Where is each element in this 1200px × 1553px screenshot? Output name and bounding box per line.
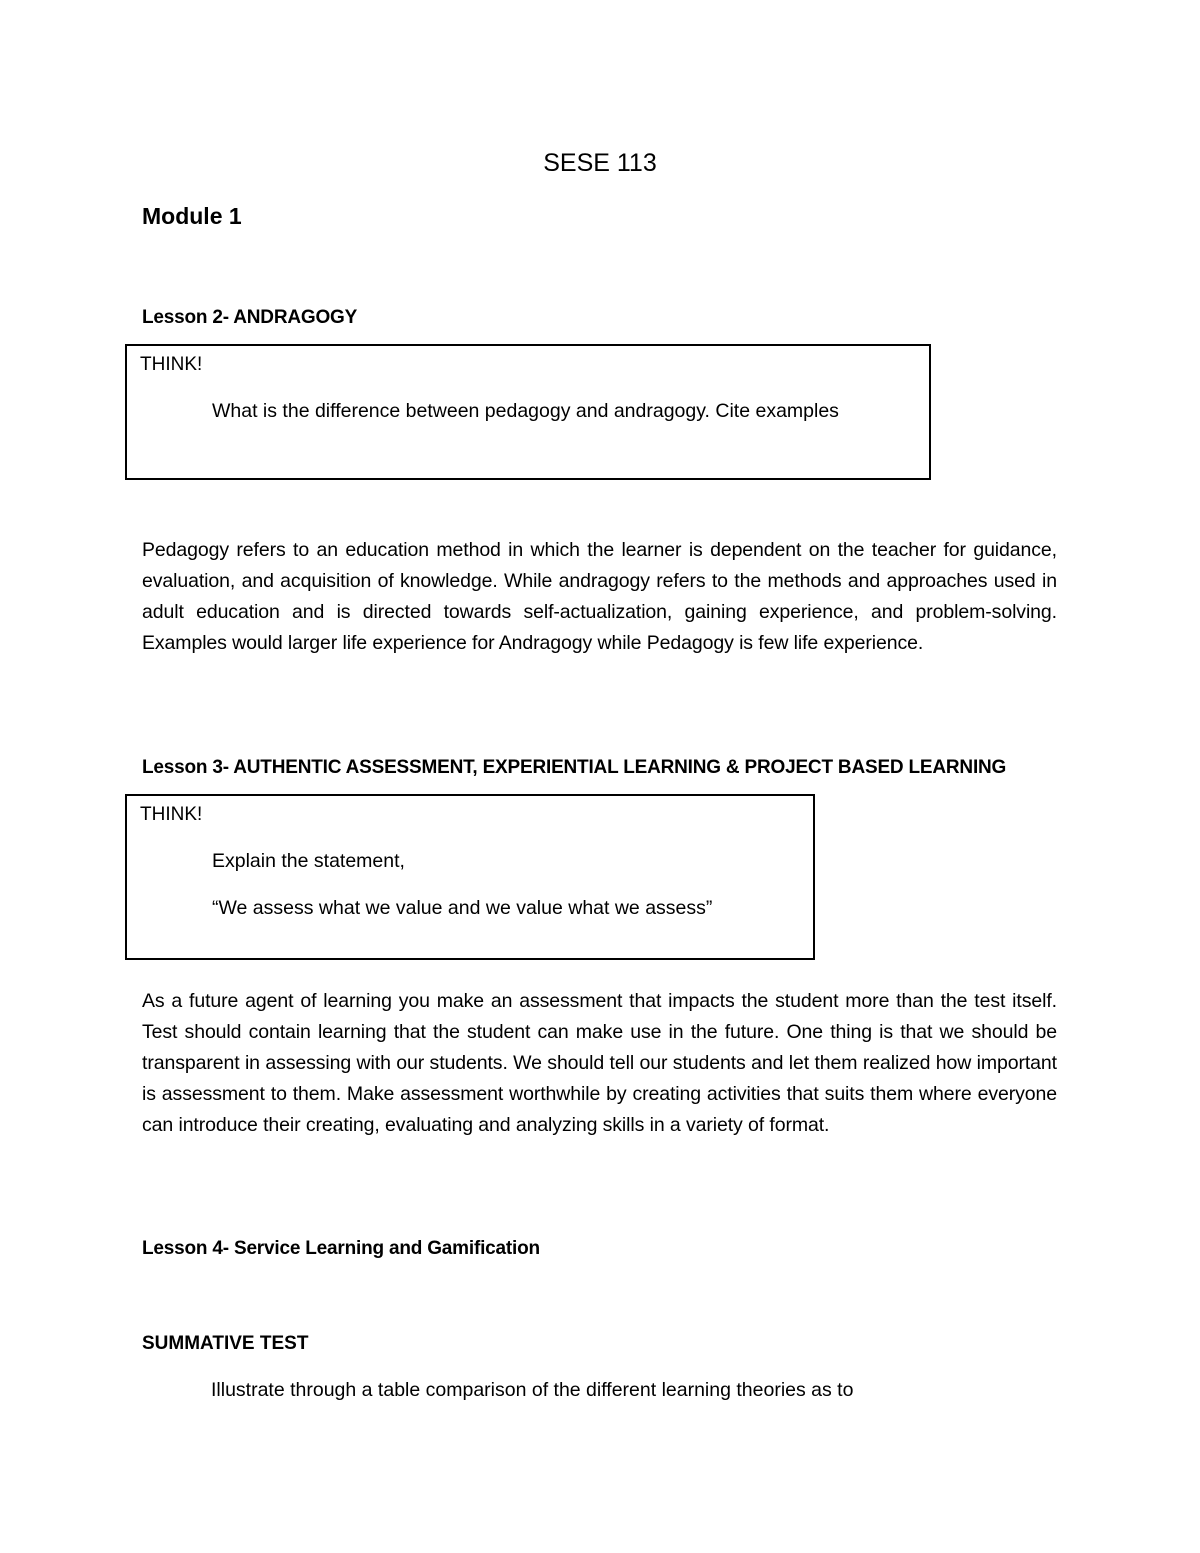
lesson-4-heading: Lesson 4- Service Learning and Gamification [142,1238,540,1259]
summative-test-instruction: Illustrate through a table comparison of the different learning theories as to [211,1379,854,1401]
lesson-2-heading: Lesson 2- ANDRAGOGY [142,307,358,328]
think-prompt-quote: “We assess what we value and we value what we assess” [212,897,713,919]
think-prompt-line-1: Explain the statement, [212,850,405,872]
think-label: THINK! [140,804,203,825]
lesson-3-think-box [125,794,815,960]
lesson-2-think-box [125,344,931,480]
module-heading: Module 1 [142,203,242,229]
lesson-2-answer: Pedagogy refers to an education method in which the learner is dependent on the teacher for guidance, evaluation, and acquisition of knowledge. While andragogy refers to the methods and approaches used in adult education and is directed towards self-actualization, gaining experience, and problem-solving. Examples would larger life experience for Andragogy while Pedagogy is few life experience. [142,539,1057,654]
lesson-3-heading: Lesson 3- AUTHENTIC ASSESSMENT, EXPERIENTIAL LEARNING & PROJECT BASED LEARNING [142,757,1007,778]
think-prompt: What is the difference between pedagogy and andragogy. Cite examples [212,400,839,422]
document-title: SESE 113 [543,149,657,177]
summative-test-heading: SUMMATIVE TEST [142,1333,309,1354]
lesson-3-answer: As a future agent of learning you make an assessment that impacts the student more than the test itself. Test should contain learning that the student can make use in the future. One thing is that we should be transparent in assessing with our students. We should tell our students and let them realized how important is assessment to them. Make assessment worthwhile by creating activities that suits them where everyone can introduce their creating, evaluating and analyzing skills in a variety of format. [142,990,1057,1136]
think-label: THINK! [140,354,203,375]
